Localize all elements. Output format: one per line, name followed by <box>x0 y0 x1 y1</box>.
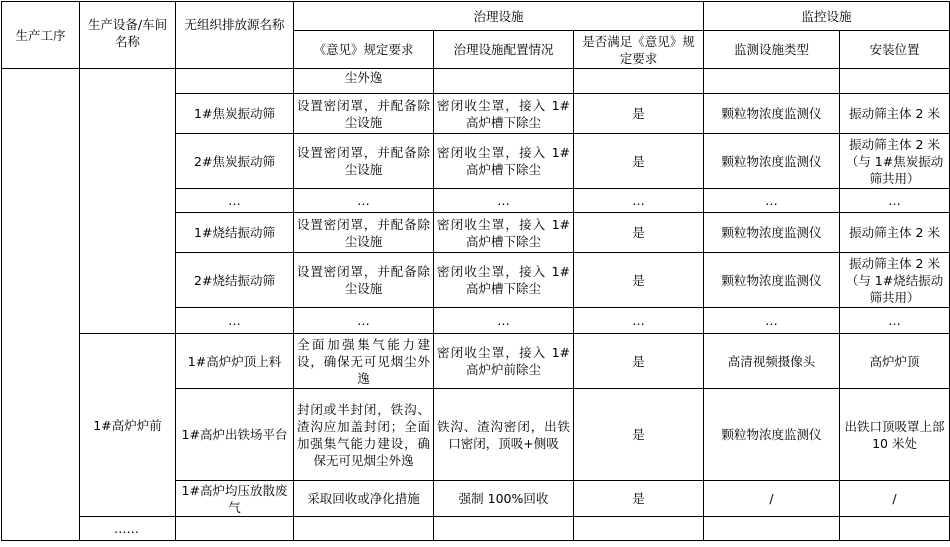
install-cell: / <box>840 481 950 517</box>
source-cell <box>176 517 294 541</box>
header-opinion-req: 《意见》规定要求 <box>294 31 434 69</box>
config-cell: … <box>434 189 574 213</box>
config-cell: 铁沟、渣沟密闭，出铁口密闭，顶吸+侧吸 <box>434 389 574 481</box>
install-cell: … <box>840 189 950 213</box>
req-cell: 采取回收或净化措施 <box>294 481 434 517</box>
table-row <box>2 517 950 541</box>
source-cell: 1#烧结振动筛 <box>176 213 294 253</box>
monitor-type-cell: 颗粒物浓度监测仪 <box>704 213 840 253</box>
req-cell-continued: 尘外逸 <box>294 69 434 94</box>
monitor-type-cell: 高清视频摄像头 <box>704 334 840 389</box>
config-cell: 密闭收尘罩，接入 1#高炉炉前除尘 <box>434 334 574 389</box>
config-cell <box>434 517 574 541</box>
header-row-1 <box>2 2 950 31</box>
req-cell <box>294 517 434 541</box>
config-cell: 密闭收尘罩，接入 1#高炉槽下除尘 <box>434 94 574 134</box>
source-cell: … <box>176 189 294 213</box>
req-cell: 设置密闭罩，并配备除尘设施 <box>294 134 434 189</box>
source-cell: 1#高炉炉顶上料 <box>176 334 294 389</box>
meets-cell <box>574 69 704 94</box>
install-cell: 振动筛主体 2 米（与 1#烧结振动筛共用） <box>840 253 950 308</box>
req-cell: 全面加强集气能力建设，确保无可见烟尘外逸 <box>294 334 434 389</box>
install-cell <box>840 69 950 94</box>
header-process: 生产工序 <box>2 2 80 69</box>
source-cell: 1#高炉均压放散废气 <box>176 481 294 517</box>
config-cell: 强制 100%回收 <box>434 481 574 517</box>
install-cell: 振动筛主体 2 米（与 1#焦炭振动筛共用） <box>840 134 950 189</box>
meets-cell: 是 <box>574 94 704 134</box>
req-cell: … <box>294 189 434 213</box>
header-install: 安装位置 <box>840 31 950 69</box>
emission-table <box>1 1 950 541</box>
table-row <box>2 334 950 389</box>
process-cell <box>2 69 80 541</box>
install-cell: 高炉炉顶 <box>840 334 950 389</box>
monitor-type-cell: 颗粒物浓度监测仪 <box>704 253 840 308</box>
monitor-type-cell <box>704 517 840 541</box>
meets-cell: … <box>574 189 704 213</box>
meets-cell: 是 <box>574 389 704 481</box>
install-cell <box>840 517 950 541</box>
meets-cell: 是 <box>574 334 704 389</box>
header-config: 治理设施配置情况 <box>434 31 574 69</box>
monitor-type-cell <box>704 69 840 94</box>
header-meets: 是否满足《意见》规定要求 <box>574 31 704 69</box>
meets-cell: 是 <box>574 253 704 308</box>
install-cell: 振动筛主体 2 米 <box>840 94 950 134</box>
source-cell: … <box>176 308 294 334</box>
source-cell: 1#焦炭振动筛 <box>176 94 294 134</box>
monitor-type-cell: 颗粒物浓度监测仪 <box>704 134 840 189</box>
install-cell: … <box>840 308 950 334</box>
table-row <box>2 69 950 94</box>
config-cell: 密闭收尘罩，接入 1#高炉槽下除尘 <box>434 134 574 189</box>
req-cell: … <box>294 308 434 334</box>
source-cell <box>176 69 294 94</box>
install-cell: 出铁口顶吸罩上部 10 米处 <box>840 389 950 481</box>
header-equipment: 生产设备/车间名称 <box>80 2 176 69</box>
header-monitor: 监控设施 <box>704 2 950 31</box>
source-cell: 2#烧结振动筛 <box>176 253 294 308</box>
config-cell: 密闭收尘罩，接入 1#高炉槽下除尘 <box>434 253 574 308</box>
monitor-type-cell: 颗粒物浓度监测仪 <box>704 389 840 481</box>
config-cell <box>434 69 574 94</box>
meets-cell: … <box>574 308 704 334</box>
meets-cell: 是 <box>574 481 704 517</box>
monitor-type-cell: / <box>704 481 840 517</box>
monitor-type-cell: … <box>704 308 840 334</box>
meets-cell: 是 <box>574 213 704 253</box>
header-treatment: 治理设施 <box>294 2 704 31</box>
config-cell: … <box>434 308 574 334</box>
header-source: 无组织排放源名称 <box>176 2 294 69</box>
source-cell: 2#焦炭振动筛 <box>176 134 294 189</box>
header-monitor-type: 监测设施类型 <box>704 31 840 69</box>
equipment-cell-1 <box>80 69 176 334</box>
meets-cell: 是 <box>574 134 704 189</box>
req-cell: 封闭或半封闭，铁沟、渣沟应加盖封闭；全面加强集气能力建设，确保无可见烟尘外逸 <box>294 389 434 481</box>
meets-cell <box>574 517 704 541</box>
req-cell: 设置密闭罩，并配备除尘设施 <box>294 213 434 253</box>
monitor-type-cell: … <box>704 189 840 213</box>
install-cell: 振动筛主体 2 米 <box>840 213 950 253</box>
config-cell: 密闭收尘罩，接入 1#高炉槽下除尘 <box>434 213 574 253</box>
req-cell: 设置密闭罩，并配备除尘设施 <box>294 253 434 308</box>
monitor-type-cell: 颗粒物浓度监测仪 <box>704 94 840 134</box>
equipment-cell-2: 1#高炉炉前 <box>80 334 176 517</box>
source-cell: 1#高炉出铁场平台 <box>176 389 294 481</box>
equipment-cell-3: …… <box>80 517 176 541</box>
req-cell: 设置密闭罩，并配备除尘设施 <box>294 94 434 134</box>
